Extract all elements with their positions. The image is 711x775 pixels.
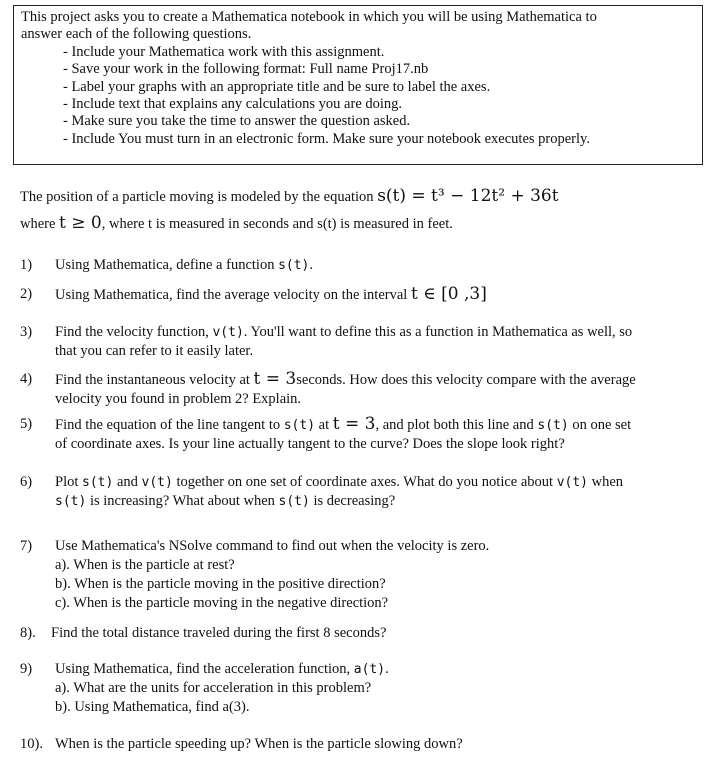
- question-text: Using Mathematica, define a function: [55, 257, 279, 273]
- question-text: , and plot both this line and: [375, 417, 538, 433]
- question-text: When is the particle speeding up? When is the particle slowing down?: [55, 736, 463, 752]
- question-text: that you can refer to it easily later.: [55, 343, 254, 359]
- time-math: t = 3: [332, 414, 376, 434]
- code-snippet: v(t): [556, 475, 588, 490]
- code-snippet: s(t): [82, 475, 114, 490]
- question-text: Find the instantaneous velocity at: [55, 372, 254, 388]
- question-text: Find the total distance traveled during the first 8 seconds?: [51, 625, 387, 641]
- position-equation: s(t) = t³ − 12t² + 36t: [377, 186, 559, 206]
- question-text: .: [309, 257, 314, 273]
- time-math: t = 3: [253, 369, 297, 389]
- code-snippet: v(t): [141, 475, 173, 490]
- instruction-bullet: - Include your Mathematica work with this assignment.: [63, 43, 385, 60]
- question-number: 6): [20, 474, 33, 490]
- question-9: [20, 660, 700, 717]
- instruction-bullet: - Label your graphs with an appropriate title and be sure to label the axes.: [63, 78, 491, 95]
- instruction-bullet: - Include text that explains any calculations you are doing.: [63, 96, 403, 113]
- question-text: at: [315, 417, 333, 433]
- interval-math: t ∈ [0 ,3]: [410, 284, 487, 304]
- question-4: [20, 370, 700, 409]
- question-number: 3): [20, 324, 33, 340]
- question-number: 8).: [20, 625, 36, 641]
- question-10: [20, 735, 700, 754]
- code-snippet: s(t): [55, 494, 87, 509]
- sub-question: c). When is the particle moving in the negative direction?: [55, 595, 389, 611]
- question-text: seconds. How does this velocity compare with the average: [296, 372, 636, 388]
- sub-question: a). What are the units for acceleration in this problem?: [55, 680, 372, 696]
- question-number: 7): [20, 538, 33, 554]
- question-text: velocity you found in problem 2? Explain.: [55, 391, 302, 407]
- question-number: 2): [20, 286, 33, 302]
- question-text: on one set: [568, 417, 632, 433]
- question-text: . You'll want to define this as a function in Mathematica as well, so: [243, 324, 633, 340]
- time-condition: t ≥ 0: [59, 213, 102, 233]
- question-6: [20, 473, 700, 511]
- question-number: 9): [20, 661, 33, 677]
- question-number: 10).: [20, 736, 43, 752]
- question-number: 1): [20, 257, 33, 273]
- question-text: Using Mathematica, find the acceleration function,: [55, 661, 354, 677]
- instruction-bullet: - Include You must turn in an electronic form. Make sure your notebook executes properly.: [63, 130, 590, 147]
- code-snippet: v(t): [212, 325, 244, 340]
- question-1: [20, 256, 700, 275]
- question-text: of coordinate axes. Is your line actually tangent to the curve? Does the slope look right?: [55, 436, 565, 452]
- code-snippet: s(t): [278, 494, 310, 509]
- question-text: is increasing? What about when: [86, 493, 279, 509]
- instructions-intro: This project asks you to create a Mathematica notebook in which you will be using Mathematica to: [21, 9, 597, 25]
- problem-text: The position of a particle moving is modeled by the equation: [20, 189, 378, 205]
- question-text: when: [588, 474, 624, 490]
- question-text: Find the velocity function,: [55, 324, 213, 340]
- problem-statement: [20, 183, 559, 237]
- question-text: .: [385, 661, 389, 677]
- question-text: together on one set of coordinate axes. What do you notice about: [172, 474, 557, 490]
- question-text: and: [113, 474, 142, 490]
- question-text: Plot: [55, 474, 82, 490]
- problem-text: , where t is measured in seconds and s(t) is measured in feet.: [101, 216, 453, 232]
- question-2: [20, 285, 700, 305]
- question-number: 5): [20, 416, 33, 432]
- question-3: [20, 323, 700, 361]
- code-snippet: s(t): [537, 418, 569, 433]
- code-snippet: s(t): [278, 258, 310, 273]
- instruction-bullet: - Make sure you take the time to answer the question asked.: [63, 113, 411, 130]
- instructions-box: [13, 5, 703, 165]
- code-snippet: a(t): [353, 662, 386, 677]
- instructions-intro-cont: answer each of the following questions.: [21, 26, 252, 43]
- question-5: [20, 415, 700, 454]
- sub-question: b). Using Mathematica, find a(3).: [55, 699, 250, 715]
- instructions-bullet-list: [63, 44, 695, 148]
- instruction-bullet: - Save your work in the following format: Full name Proj17.nb: [63, 61, 429, 78]
- question-7: [20, 537, 700, 613]
- question-text: Using Mathematica, find the average velocity on the interval: [55, 287, 411, 303]
- problem-text: where: [20, 216, 60, 232]
- sub-question: b). When is the particle moving in the positive direction?: [55, 576, 386, 592]
- question-text: Find the equation of the line tangent to: [55, 417, 284, 433]
- question-text: is decreasing?: [309, 493, 396, 509]
- code-snippet: s(t): [283, 418, 316, 433]
- sub-question: a). When is the particle at rest?: [55, 557, 235, 573]
- question-8: [20, 624, 700, 643]
- question-text: Use Mathematica's NSolve command to find out when the velocity is zero.: [55, 538, 490, 554]
- question-number: 4): [20, 371, 33, 387]
